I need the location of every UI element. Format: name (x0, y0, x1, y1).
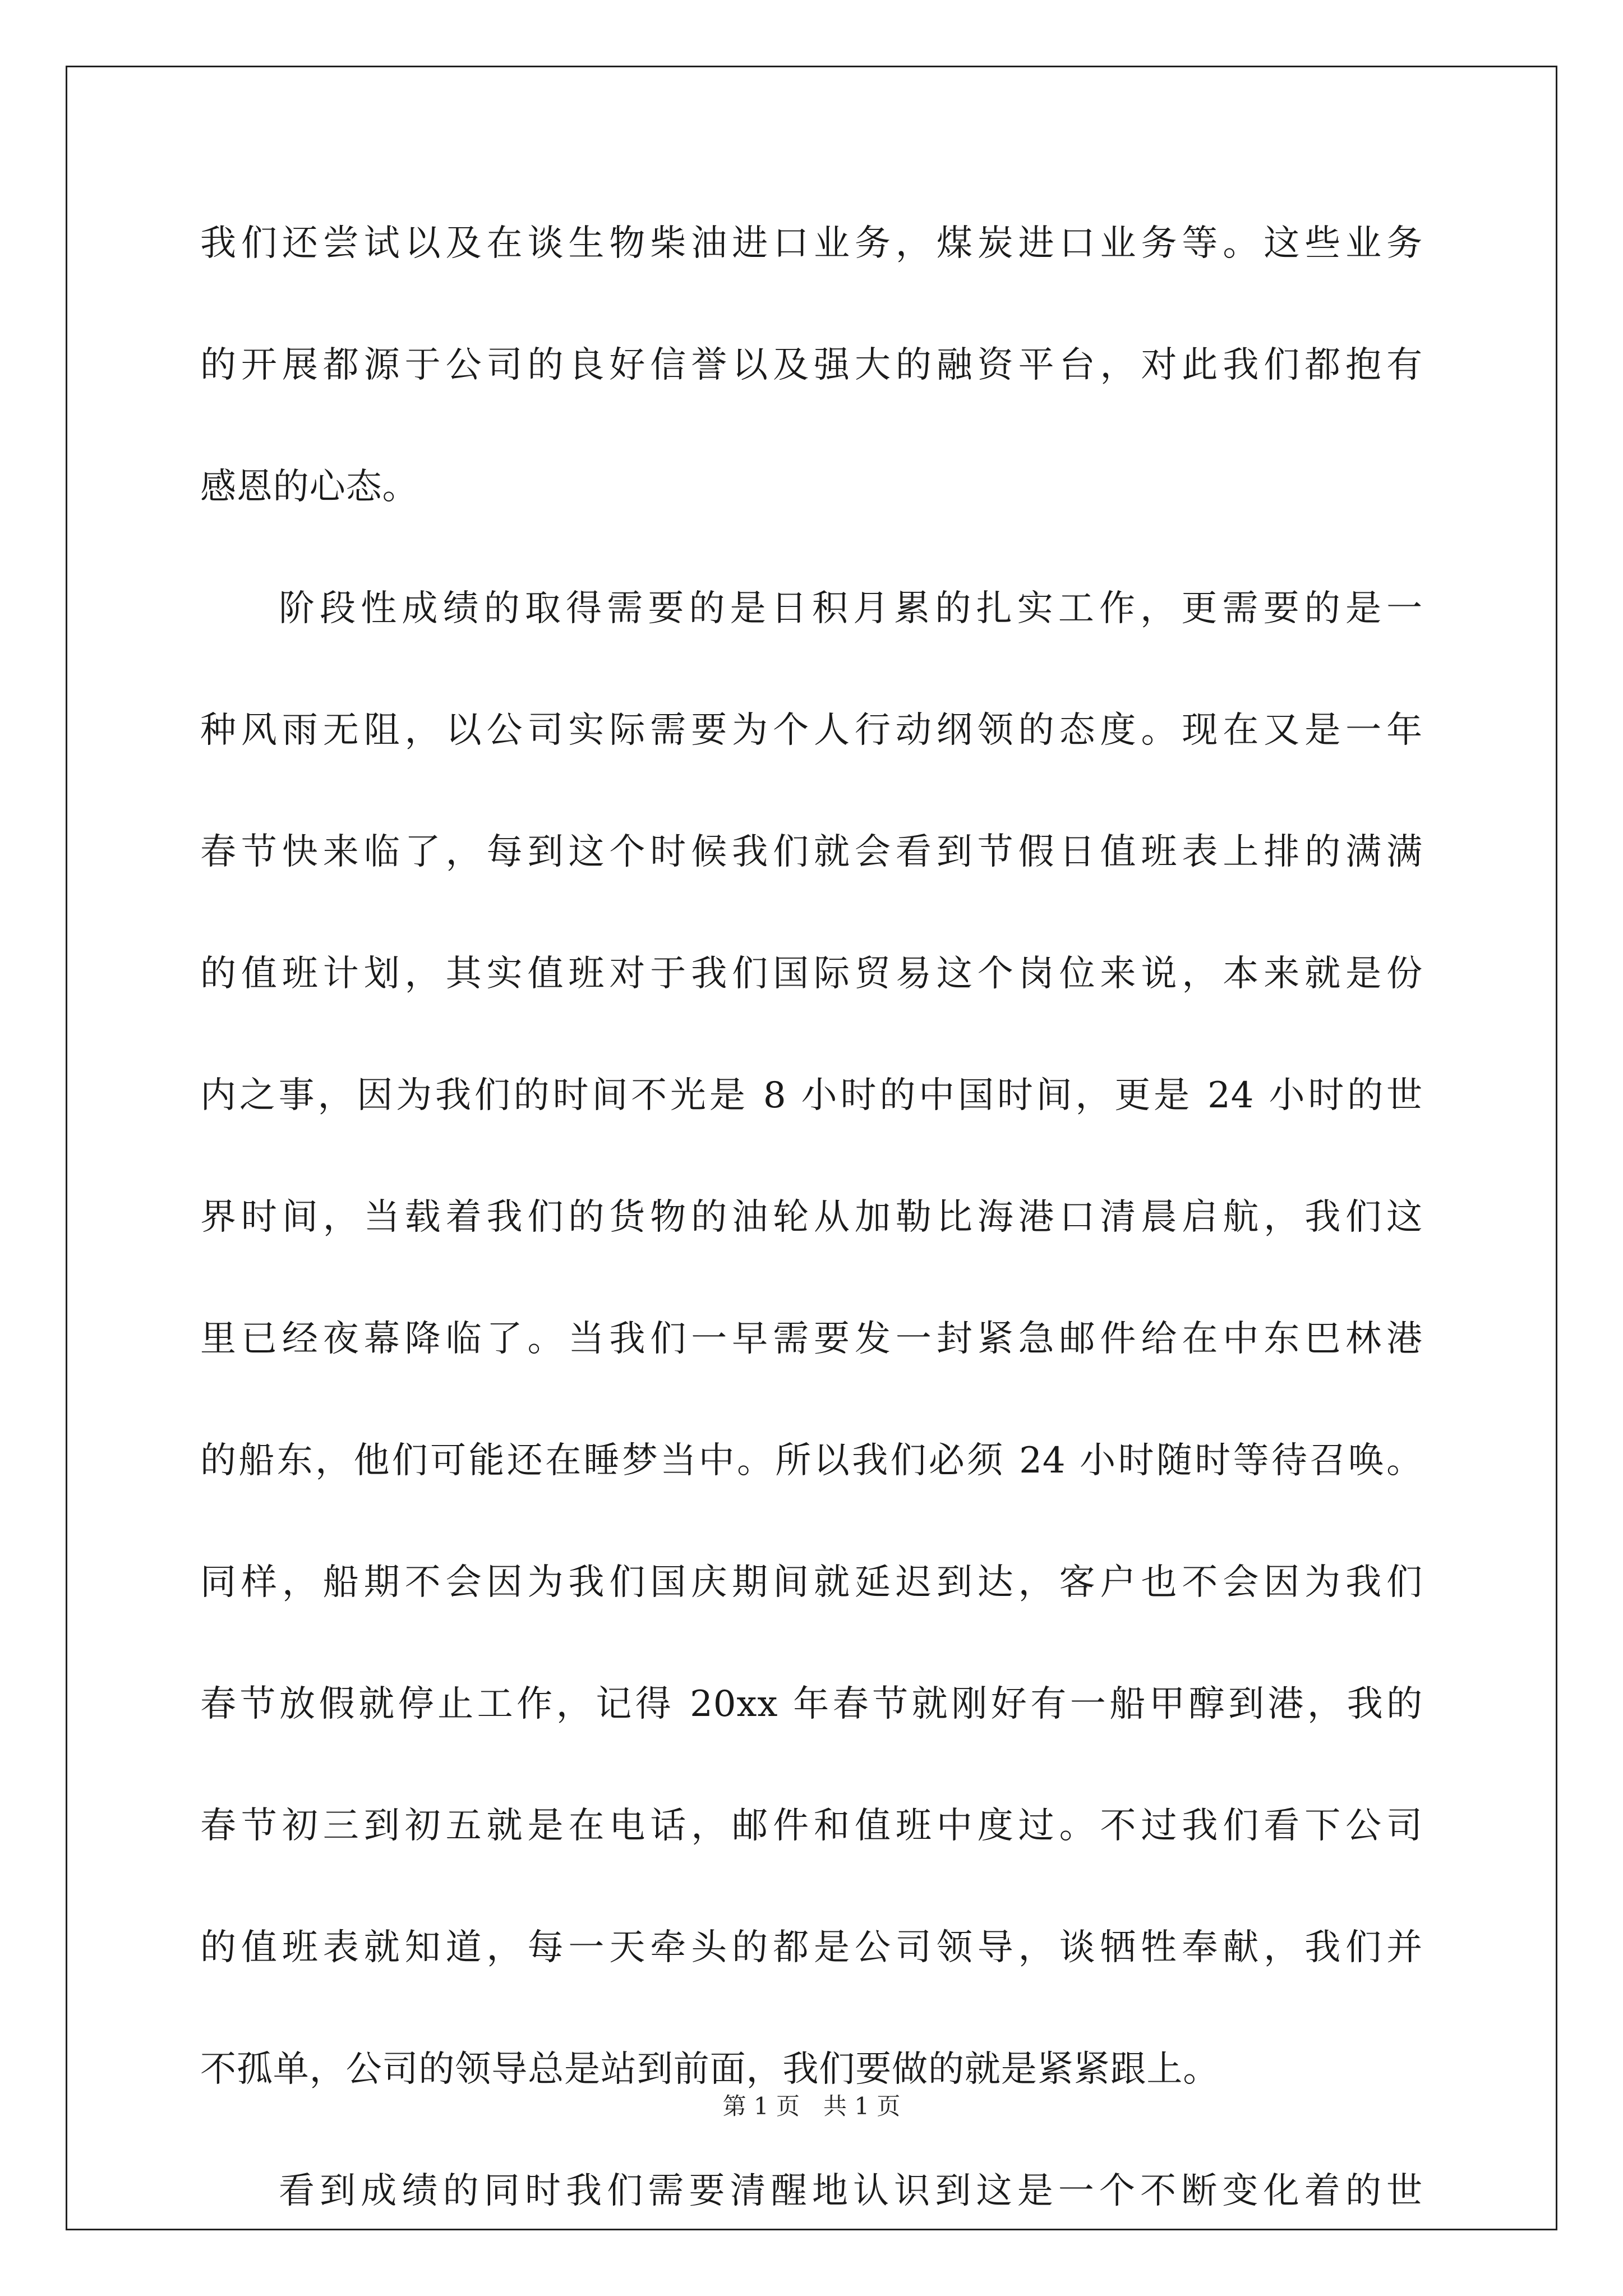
text-line: 阶段性成绩的取得需要的是日积月累的扎实工作，更需要的是一 (279, 588, 1423, 629)
text-line: 不孤单，公司的领导总是站到前面，我们要做的就是紧紧跟上。 (200, 2049, 1220, 2090)
text-line: 感恩的心态。 (200, 466, 419, 508)
text-line: 春节放假就停止工作，记得 20xx 年春节就刚好有一船甲醇到港，我的 (200, 1683, 1423, 1725)
text-line: 的开展都源于公司的良好信誉以及强大的融资平台，对此我们都抱有 (200, 344, 1423, 386)
page-number-footer: 第 1 页 共 1 页 (722, 2092, 901, 2120)
text-line: 的值班表就知道，每一天牵头的都是公司领导，谈牺牲奉献，我们并 (200, 1927, 1423, 1968)
text-line: 内之事，因为我们的时间不光是 8 小时的中国时间，更是 24 小时的世 (200, 1075, 1423, 1116)
text-line: 春节快来临了，每到这个时候我们就会看到节假日值班表上排的满满 (200, 831, 1423, 873)
text-line: 里已经夜幕降临了。当我们一早需要发一封紧急邮件给在中东巴林港 (200, 1318, 1423, 1360)
text-line: 看到成绩的同时我们需要清醒地认识到这是一个不断变化着的世 (279, 2170, 1423, 2212)
text-line: 界时间，当载着我们的货物的油轮从加勒比海港口清晨启航，我们这 (200, 1197, 1423, 1238)
text-line: 的值班计划，其实值班对于我们国际贸易这个岗位来说，本来就是份 (200, 953, 1423, 995)
text-line: 春节初三到初五就是在电话，邮件和值班中度过。不过我们看下公司 (200, 1805, 1423, 1847)
text-line: 种风雨无阻，以公司实际需要为个人行动纲领的态度。现在又是一年 (200, 710, 1423, 751)
document-body (200, 183, 1423, 2252)
text-line: 的船东，他们可能还在睡梦当中。所以我们必须 24 小时随时等待召唤。 (200, 1440, 1423, 1481)
text-line: 同样，船期不会因为我们国庆期间就延迟到达，客户也不会因为我们 (200, 1562, 1423, 1603)
text-line: 我们还尝试以及在谈生物柴油进口业务，煤炭进口业务等。这些业务 (200, 223, 1423, 264)
